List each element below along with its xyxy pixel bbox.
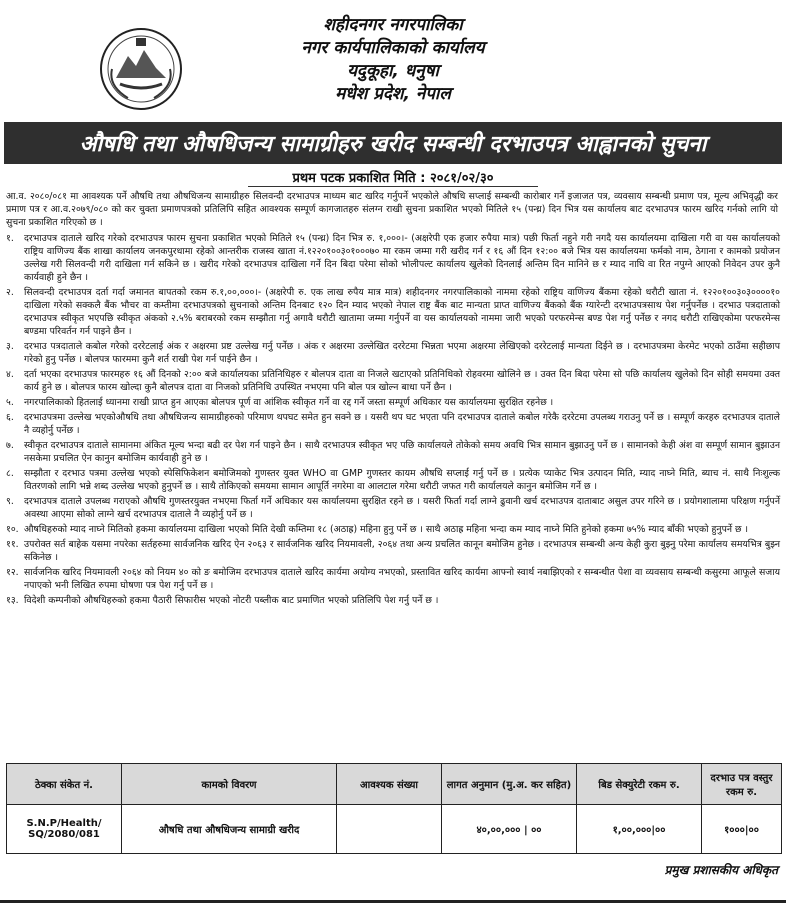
clause-text: उपरोक्त सर्त बाहेक यसमा नपरेका सर्तहरुमा सार्वजनिक खरिद ऐन २०६३ र सार्वजनिक खरिद नियमावली, २०६४ तथा अन्य प्रचलित कानून बमोजिम हुनेछ । दरभाउपत्र सम्बन्धी अन्य केही कुरा बुझ्नु परेमा कार्यालय समयभित्र बुझ्न सकिनेछ । — [24, 539, 780, 563]
clause-item — [6, 439, 780, 465]
clause-text: सिलवन्दी दरभाउपत्र दर्ता गर्दा जमानत बापतको रकम रु.१,००,०००।- (अक्षरेपी रु. एक लाख रुपैय मात्र मात्र) शहीदनगर नगरपालिकाको नाममा रहेको राष्ट्रिय वाणिज्य बैंकमा रहेको धरौटी खाता नं. १२२०१००३०३००००१० दाखिला गरेको सक्कलै बैंक भौचर वा कम्तीमा दरभाउपत्रको सुचनाको अन्तिम दिनबाट १२० दिन म्याद भएको नेपाल राष्ट्र बैंक बाट मान्यता प्राप्त वाणिज्य बैंकको बैंक ग्यारेन्टी दरभाउपत्रसाथ पेश गर्नुपर्नेछ । दरभाउ पत्रदाताको दरभाउपत्र स्वीकृत भएपछि स्वीकृत अंकको २.५% बराबरको रकम सम्झौता गर्नु अगावै धरौटी खातामा जम्मा गर्नुपर्ने वा यस कार्यालयको नाममा जारी भएको परफरमेन्स बण्ड पेश गर्नु पर्नेछ र नगद धरौटी राखिएकोमा परफरमेन्स बण्डमा परिवर्तन गर्न पाइने छैन । — [24, 287, 780, 337]
clause-text: दर्ता भएका दरभाउपत्र फारमहरु १६ औं दिनको २:०० बजे कार्यालयका प्रतिनिधिहरु र बोलपत्र दाता वा निजले खटाएको प्रतिनिधिको रोहवरमा खोलिने छ । उक्त दिन बिदा परेमा सो पछि कार्यालय खुलेको दिन सोही समयमा उक्त कार्य हुने छ । बोलपत्र फारम खोल्दा कुनै बोलपत्र दाता वा निजको प्रतिनिधि उपस्थित नभएमा पनि बोल पत्र खोल्न बाधा पर्ने छैन । — [24, 369, 780, 393]
clause-item — [6, 286, 780, 338]
clause-text: सार्वजनिक खरिद नियमावली २०६४ को नियम ४० को ङ बमोजिम दरभाउपत्र दाताले खरिद कार्यमा अयोग्य नभएको, प्रस्तावित खरिद कार्यमा आफ्नो स्वार्थ नबाझिएको र सम्बन्धीत पेशा वा व्यवसाय सम्बन्धी कसुरमा आफूले सजाय नपाएको भनी लिखित रुपमा घोषणा पत्र पेश गर्नु पर्ने छ । — [24, 567, 780, 591]
clause-item — [6, 411, 780, 437]
intro-paragraph: आ.व. २०८०/०८१ मा आवश्यक पर्ने औषधि तथा औषधिजन्य सामाग्रीहरु सिलवन्दी दरभाउपत्र माध्यम बाट खरिद गर्नुपर्ने भएकोले औषधि सप्लाई सम्बन्धी कारोबार गर्ने इजाजत पत्र, व्यवसाय सम्बन्धी प्रमाण पत्र, मूल्य अभिवृद्धी कर प्रमाण पत्र र आ.व.२०७९/०८० को कर चुक्ता प्रमाणपत्रको प्रतिलिपि सहित आवश्यक सम्पूर्ण कागजातहरु संलग्न राखी सुचना प्रकाशित भएको मितिले १५ (पन्ध्र) दिन भित्र यस कार्यालय बाट दरभाउपत्र फारम खरिद गर्नको लागि यो सुचना प्रकाशित गरिएको छ । — [6, 191, 778, 228]
clause-item — [6, 368, 780, 394]
clause-text: औषधिहरुको म्याद नाघ्ने मितिको हकमा कार्यालयमा दाखिला भएको मिति देखी कम्तिमा १८ (अठाह्र) महिना हुनु पर्ने छ । साथै अठाह्र महिना भन्दा कम म्याद नाघ्ने मिति हुनेको हकमा ७५% म्याद बाँकी भएको हुनुपर्ने छ । — [24, 524, 748, 535]
municipality-name: शहीदनगर नगरपालिका — [323, 15, 463, 35]
table-row — [7, 805, 782, 854]
clause-item — [6, 538, 780, 564]
col-cost-estimate: लागत अनुमान (मु.अ. कर सहित) — [442, 764, 577, 805]
province-line: मधेश प्रदेश, नेपाल — [335, 84, 451, 104]
clause-number: ४. — [6, 369, 14, 380]
notice-title: औषधि तथा औषधिजन्य सामाग्रीहरु खरीद सम्बन्धी दरभाउपत्र आह्वानको सुचना — [4, 122, 782, 164]
signatory-title: प्रमुख प्रशासकीय अधिकृत — [664, 863, 778, 877]
clause-number: ७. — [6, 440, 14, 451]
clause-item — [6, 566, 780, 592]
tender-table — [6, 763, 782, 854]
clause-number: १२. — [6, 567, 19, 578]
clause-item — [6, 340, 780, 366]
office-name: नगर कार्यपालिकाको कार्यालय — [301, 38, 485, 58]
clause-number: ५. — [6, 397, 14, 408]
clause-text: विदेशी कम्पनीको औषधिहरुको हकमा पैठारी सिफारीस भएको नोटरी पब्लीक बाट प्रमाणित भएको प्रतिलिपि पेश गर्नु पर्ने छ । — [24, 595, 439, 606]
cell-quantity — [337, 805, 442, 854]
clause-number: २. — [6, 287, 14, 298]
bottom-divider — [0, 900, 786, 903]
clause-text: सम्झौता र दरभाउ पत्रमा उल्लेख भएको स्पेसिफिकेशन बमोजिमको गुणस्तर युक्त WHO वा GMP गुणस्तर कायम औषधि सप्लाई गर्नु पर्ने छ । प्रत्येक प्याकेट भित्र उत्पादन मिति, म्याद नाघ्ने मिति, ब्याच नं. साथै निःशुल्क वितरणको लागि भन्ने शब्द उल्लेख भएको हुनुपर्ने छ । साथै तोकिएको समयमा सामान आपूर्ति नगरेमा वा आलटाल गरेमा धरौटी जफत गरी कार्यालयले कानुन बमोजिम गर्ने छ । — [24, 468, 780, 492]
clause-number: ११. — [6, 539, 19, 550]
col-bid-security: बिड सेक्युरेटी रकम रु. — [577, 764, 702, 805]
clause-text: नगरपालिकाको हितलाई ध्यानमा राखी प्राप्त हुन आएका बोलपत्र पूर्ण वा आंशिक स्वीकृत गर्ने वा रद्द गर्ने जस्ता सम्पूर्ण अधिकार यस कार्यालयमा सुरक्षित रहनेछ । — [24, 397, 554, 408]
clause-item — [6, 232, 780, 284]
clause-number: ३. — [6, 341, 14, 352]
clause-text: दरभाउपत्र दाताले उपलब्ध गराएको औषधि गुणस्तरयुक्त नभएमा फिर्ता गर्ने अधिकार यस कार्यालयमा सुरक्षित रहने छ । यसरी फिर्ता गर्दा लाग्ने ढुवानी खर्च दरभाउपत्र दाताबाट असुल उपर गरिने छ । प्रयोगशालामा परिक्षण गर्नुपर्ने अवस्था आएमा सोको लाग्ने खर्च दरभाउपत्र दाताले नै व्यहोर्नु पर्ने छ । — [24, 496, 780, 520]
clause-text: दरभाउ पत्रदाताले कबोल गरेको दररेटलाई अंक र अक्षरमा प्रष्ट उल्लेख गर्नु पर्नेछ । अंक र अक्षरमा उल्लेखित दररेटमा भिन्नता भएमा अक्षरमा लेखिएको दररेटलाई मान्यता दिईने छ । दरभाउपत्रमा केरमेट भएको ठाउँमा सहीछाप गरेको हुनु पर्नेछ । बोलपत्र फारममा कुनै शर्त राखी पेश गर्न पाईने छैन । — [24, 341, 780, 365]
cell-bid-security: १,००,०००|०० — [577, 805, 702, 854]
col-contract-id: ठेक्का संकेत नं. — [7, 764, 122, 805]
clause-number: १. — [6, 233, 14, 244]
clause-text: स्वीकृत दरभाउपत्र दाताले सामानमा अंकित मूल्य भन्दा बढी दर पेश गर्न पाइने छैन । साथै दरभाउपत्र स्वीकृत भए पछि कार्यालयले तोकेको समय अवधि भित्र सामान बुझाउनु पर्ने छ । सामानको केही अंश वा सम्पूर्ण सामान बुझाउन नसकेमा प्रचलित ऐन कानुन बमोजिम कार्यवाही हुने छ । — [24, 440, 780, 464]
clause-item — [6, 467, 780, 493]
clause-number: १३. — [6, 595, 19, 606]
col-form-fee: दरभाउ पत्र वस्तुर रकम रु. — [702, 764, 782, 805]
col-work-description: कामको विवरण — [122, 764, 337, 805]
clause-text: दरभाउपत्र दाताले खरिद गरेको दरभाउपत्र फारम सुचना प्रकाशित भएको मितिले १५ (पन्ध्र) दिन भित्र रु. १,०००।- (अक्षरेपी एक हजार रुपैया मात्र) पछी फिर्ता नहुने गरी नगदै यस कार्यालयमा दाखिला गरी वा यस कार्यालयको राष्ट्रिय वाणिज्य बैंक शाखा कार्यालय जनकपुरधामा रहेको आन्तरीक राजस्व खाता नं.१२२०१००३०१०००७० मा रकम जम्मा गरी खरीद गर्न र १६ औं दिन १२:०० बजे भित्र यस कार्यालयमा फर्मको नाम, ठेगाना र कामको प्रयोजन उल्लेख गरी सिलवन्दी गरी दाखिला गर्न सकिने छ । खरीद गरेको दरभाउपत्र दाखिला गर्ने दिन बिदा परेमा सोको भोलीपल्ट कार्यालय खुलेको दिनलाई अन्तिम दिन मानिने छ र म्याद नाघि वा रित नपुग्ने आएको निवेदन उपर कुनै कार्यवाही हुने छैन । — [24, 233, 780, 283]
clause-list — [6, 232, 780, 609]
address-line: यदुकूहा, धनुषा — [347, 61, 439, 81]
date-underline — [248, 186, 538, 187]
clause-item — [6, 594, 780, 607]
clause-item — [6, 495, 780, 521]
clause-number: १०. — [6, 524, 19, 535]
clause-number: ८. — [6, 468, 14, 479]
clause-item — [6, 396, 780, 409]
notice-header — [0, 0, 786, 122]
cell-work-description: औषधि तथा औषधिजन्य सामाग्री खरीद — [122, 805, 337, 854]
col-quantity: आवश्यक संख्या — [337, 764, 442, 805]
clause-number: ९. — [6, 496, 14, 507]
clause-item — [6, 523, 780, 536]
published-date: प्रथम पटक प्रकाशित मिति : २०८१/०२/३० — [292, 171, 494, 186]
cell-form-fee: १०००|०० — [702, 805, 782, 854]
cell-cost-estimate: ४०,००,००० | ०० — [442, 805, 577, 854]
clause-text: दरभाउपत्रमा उल्लेख भएकोऔषधि तथा औषधिजन्य सामाग्रीहरुको परिमाण थपघट समेत हुन सक्ने छ । यसरी थप घट भएता पनि दरभाउपत्र दाताले कबोल गरेकै दररेटमा उपलब्ध गराउनु पर्ने छ । सम्पूर्ण करहरु दरभाउपत्र दाताले नै व्यहोर्नु पर्नेछ । — [24, 412, 780, 436]
clause-number: ६. — [6, 412, 14, 423]
cell-contract-id: S.N.P/Health/ SQ/2080/081 — [7, 805, 122, 854]
